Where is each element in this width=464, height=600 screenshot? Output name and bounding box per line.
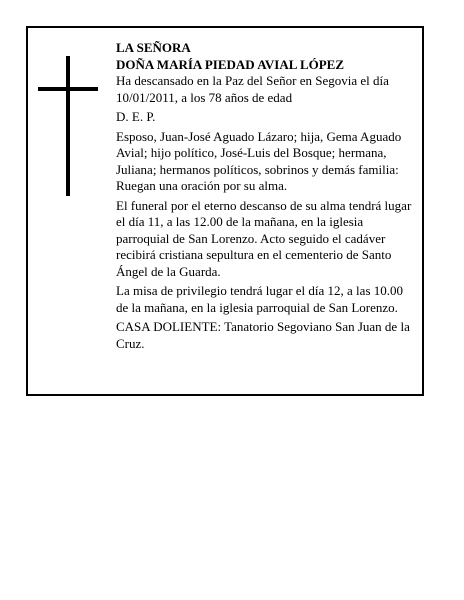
prayer-request: Ruegan una oración por su alma. [116, 178, 288, 193]
mourning-house: CASA DOLIENTE: Tanatorio Segoviano San Juan de la Cruz. [116, 319, 410, 351]
family-list: Esposo, Juan-José Aguado Lázaro; hija, Gema Aguado Avial; hijo político, José-Luis del Bosque; hermana, Juliana; hermanos políticos, sobrinos y demás familia: [116, 128, 402, 177]
deceased-name: DOÑA MARÍA PIEDAD AVIAL LÓPEZ [116, 56, 345, 72]
death-announcement: Ha descansado en la Paz del Señor en Segovia el día 10/01/2011, a los 78 años de edad [116, 73, 389, 105]
obituary-notice [26, 26, 424, 396]
funeral-details: El funeral por el eterno descanso de su alma tendrá lugar el día 11, a las 12.00 de la mañana, en la iglesia parroquial de San Lorenzo. Acto seguido el cadáver recibirá cristiana sepultura en el cementerio de Santo Ángel de la Guarda. [116, 197, 412, 279]
mass-details: La misa de privilegio tendrá lugar el día 12, a las 10.00 de la mañana, en la iglesia parroquial de San Lorenzo. [116, 283, 403, 315]
dep-text: D. E. P. [116, 109, 156, 124]
cross-icon [38, 56, 98, 196]
heading-title: LA SEÑORA [116, 40, 191, 55]
cross-horizontal-bar [38, 87, 98, 91]
obituary-text [116, 40, 418, 355]
cross-vertical-bar [66, 56, 70, 196]
